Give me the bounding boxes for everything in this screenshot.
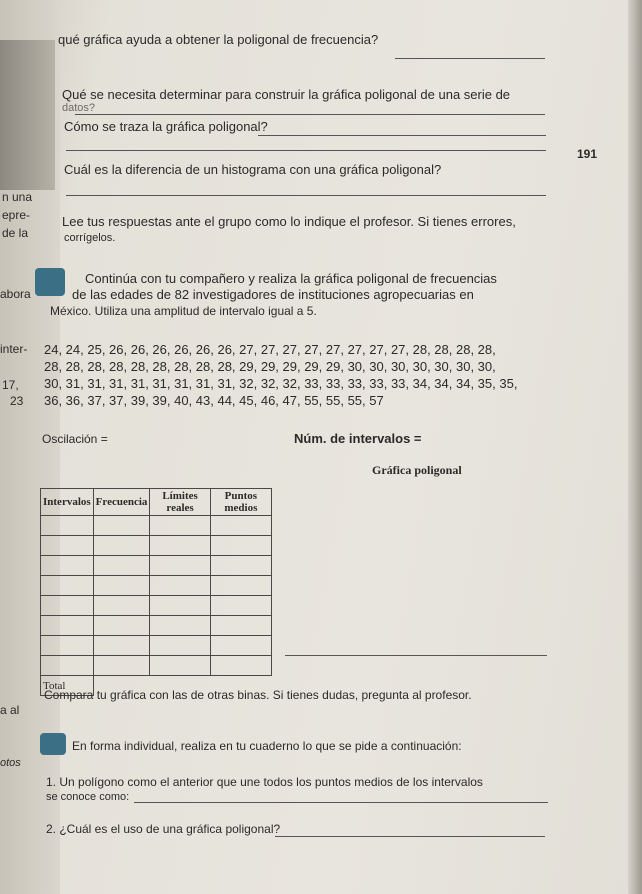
activity-line-1: Continúa con tu compañero y realiza la gráfica poligonal de frecuencias	[85, 271, 497, 286]
answer-line	[134, 802, 548, 803]
activity-line-3: México. Utiliza una amplitud de intervalo igual a 5.	[50, 304, 317, 318]
table-row	[41, 556, 272, 576]
page-shadow	[0, 40, 55, 190]
pair-activity-icon	[35, 268, 65, 296]
question-3: Cómo se traza la gráfica poligonal?	[64, 119, 268, 134]
margin-fragment: abora	[0, 287, 31, 301]
answer-line	[66, 150, 546, 151]
table-row	[41, 656, 272, 676]
question-1: qué gráfica ayuda a obtener la poligonal de frecuencia?	[58, 32, 379, 47]
answer-line	[275, 836, 545, 837]
individual-activity-icon	[40, 733, 66, 755]
table-row	[41, 596, 272, 616]
header-intervalos: Intervalos	[41, 489, 94, 516]
data-row: 30, 31, 31, 31, 31, 31, 31, 31, 31, 32, 32, 32, 33, 33, 33, 33, 33, 34, 34, 34, 35, 35,	[44, 376, 518, 391]
page-number: 191	[577, 147, 598, 161]
answer-line	[75, 114, 545, 115]
individual-text: En forma individual, realiza en tu cuaderno lo que se pide a continuación:	[72, 739, 462, 753]
activity-line-2: de las edades de 82 investigadores de instituciones agropecuarias en	[72, 287, 474, 302]
answer-line	[258, 135, 546, 136]
answer-line	[66, 195, 546, 196]
table-header-row	[41, 489, 272, 516]
answer-line	[395, 58, 545, 59]
review-line-2: corrígelos.	[64, 232, 116, 244]
margin-fragment: de la	[2, 226, 29, 240]
question-2-cont: datos?	[62, 102, 96, 114]
book-spine-shadow	[628, 0, 642, 894]
item-1: 1. Un polígono como el anterior que une todos los puntos medios de los intervalos	[46, 775, 483, 789]
compare-text: Compara tu gráfica con las de otras binas. Si tienes dudas, pregunta al profesor.	[44, 688, 472, 702]
grafica-title: Gráfica poligonal	[372, 463, 462, 477]
oscilacion-label: Oscilación =	[42, 432, 108, 446]
item-2: 2. ¿Cuál es el uso de una gráfica poligonal?	[46, 822, 281, 836]
question-2: Qué se necesita determinar para construir la gráfica poligonal de una serie de	[62, 87, 511, 102]
intervalos-label: Núm. de intervalos =	[294, 431, 422, 446]
margin-fragment: inter-	[0, 342, 28, 356]
table-row	[41, 636, 272, 656]
frequency-table	[40, 488, 272, 696]
header-frecuencia: Frecuencia	[93, 489, 150, 516]
data-row: 36, 36, 37, 37, 39, 39, 40, 43, 44, 45, 46, 47, 55, 55, 55, 57	[44, 393, 384, 408]
question-4: Cuál es la diferencia de un histograma con una gráfica poligonal?	[64, 162, 442, 177]
data-row: 28, 28, 28, 28, 28, 28, 28, 28, 28, 29, 29, 29, 29, 29, 30, 30, 30, 30, 30, 30, 30,	[44, 359, 496, 374]
review-line-1: Lee tus respuestas ante el grupo como lo indique el profesor. Si tienes errores,	[62, 214, 516, 229]
table-row	[41, 576, 272, 596]
margin-fragment: n una	[2, 190, 33, 204]
table-row	[41, 616, 272, 636]
table-row	[41, 516, 272, 536]
item-1-cont: se conoce como:	[46, 791, 130, 803]
margin-fragment: 17,	[2, 378, 19, 392]
margin-fragment: epre-	[2, 208, 31, 222]
header-limites: Límites reales	[150, 489, 210, 516]
graph-x-axis	[285, 655, 547, 656]
margin-fragment: a al	[0, 703, 20, 717]
margin-fragment: otos	[0, 757, 21, 769]
header-puntos: Puntos medios	[210, 489, 271, 516]
total-label: Total	[41, 676, 94, 696]
data-row: 24, 24, 25, 26, 26, 26, 26, 26, 26, 27, 27, 27, 27, 27, 27, 27, 27, 28, 28, 28, 28,	[44, 342, 496, 357]
margin-fragment: 23	[10, 394, 24, 408]
table-row	[41, 536, 272, 556]
